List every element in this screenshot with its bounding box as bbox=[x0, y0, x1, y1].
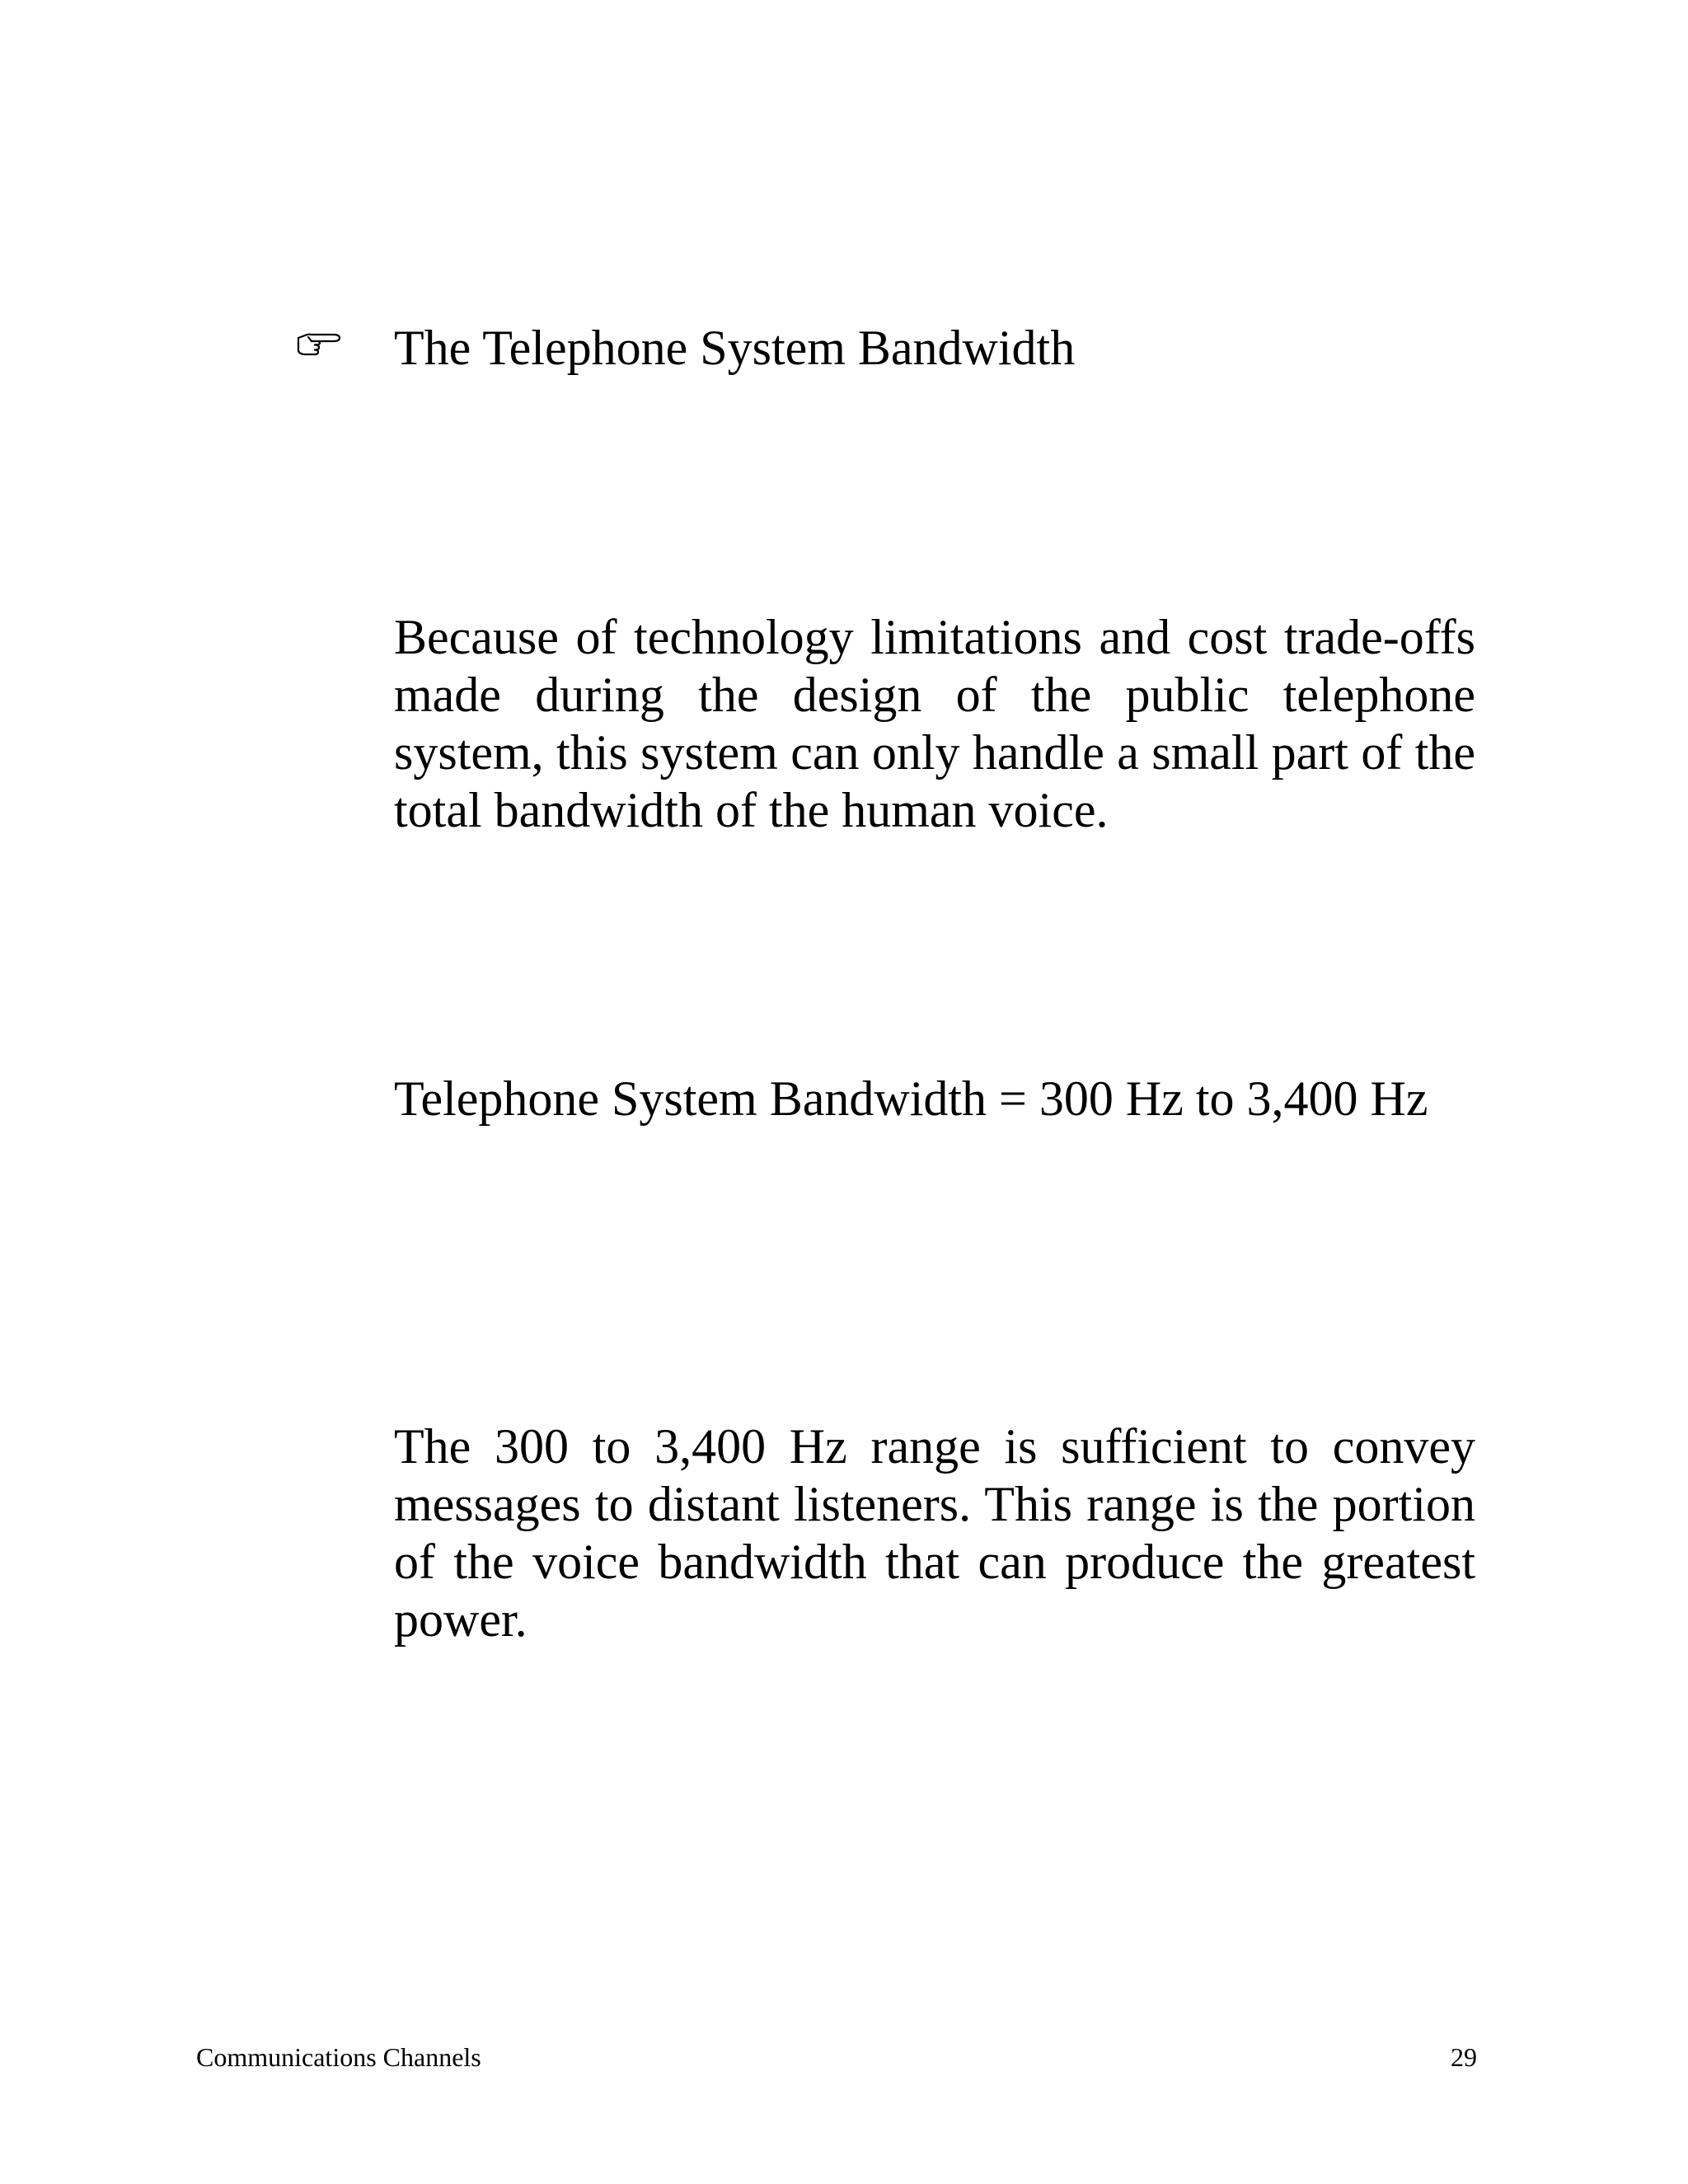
page-heading: The Telephone System Bandwidth bbox=[394, 321, 1076, 375]
paragraph-bandwidth-range: Telephone System Bandwidth = 300 Hz to 3,400 Hz bbox=[394, 1071, 1428, 1126]
footer-page-number: 29 bbox=[1451, 2042, 1477, 2072]
footer-section-title: Communications Channels bbox=[196, 2042, 481, 2072]
pointing-hand-icon bbox=[297, 326, 341, 359]
paragraph-range-sufficiency: The 300 to 3,400 Hz range is sufficient to convey messages to distant listeners. This range is the portion of the voice bandwidth that can produce the greatest power. bbox=[394, 1419, 1475, 1647]
paragraph-technology-limitations: Because of technology limitations and cost trade-offs made during the design of the public telephone system, this system can only handle a small part of the total bandwidth of the human voice. bbox=[394, 610, 1475, 837]
